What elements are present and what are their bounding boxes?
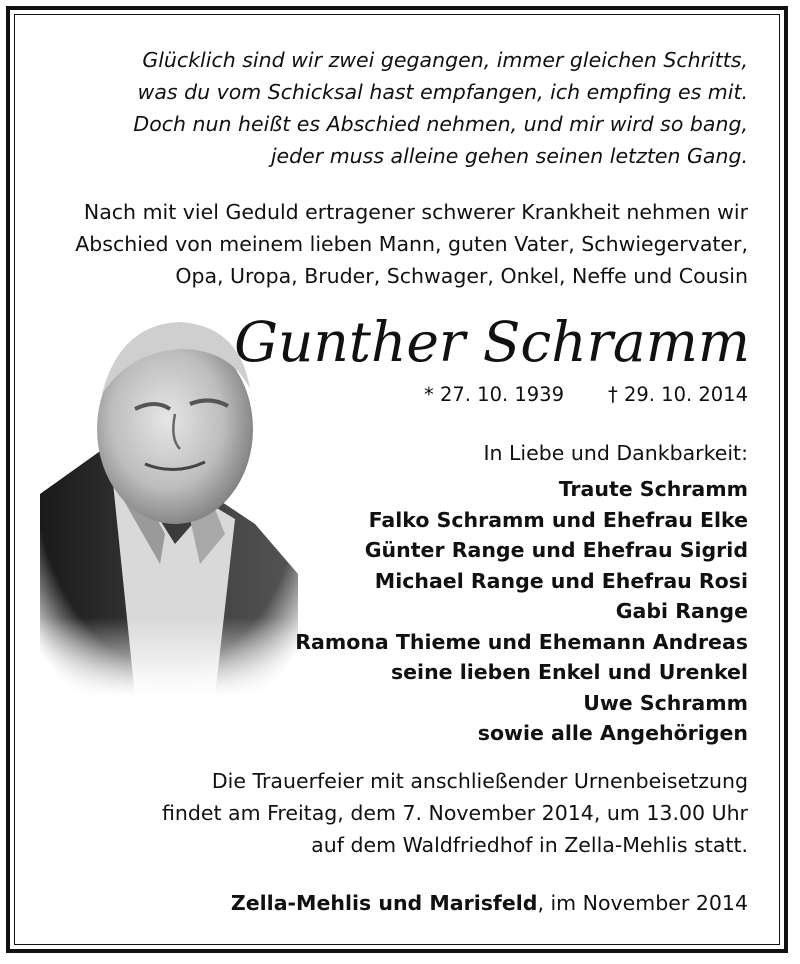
memorial-verse [58,44,748,172]
funeral-line: findet am Freitag, dem 7. November 2014, um 13.00 Uhr [161,801,748,825]
birth-date: * 27. 10. 1939 [424,383,564,406]
intro-line: Opa, Uropa, Bruder, Schwager, Onkel, Neffe und Cousin [175,264,748,288]
life-dates [424,380,748,410]
verse-line: Glücklich sind wir zwei gegangen, immer gleichen Schritts, [142,48,748,72]
mourner: Ramona Thieme und Ehemann Andreas [295,629,748,654]
mourner: seine lieben Enkel und Urenkel [390,660,748,684]
intro-line: Nach mit viel Geduld ertragener schwerer Krankheit nehmen wir [83,200,748,224]
funeral-details [108,765,748,861]
mourner: sowie alle Angehörigen [477,721,748,745]
funeral-line: Die Trauerfeier mit anschließender Urnenbeisetzung [211,769,748,793]
announcement-text [28,196,748,292]
mourner: Gabi Range [615,599,748,623]
verse-line: Doch nun heißt es Abschied nehmen, und mir wird so bang, [133,112,748,136]
mourner: Uwe Schramm [583,690,748,715]
deceased-name: Gunther Schramm [234,310,750,374]
mourner: Traute Schramm [558,477,748,501]
mourners-list [228,474,748,749]
mourner: Günter Range und Ehefrau Sigrid [364,538,748,562]
intro-line: Abschied von meinem lieben Mann, guten Vater, Schwiegervater, [75,232,748,256]
verse-line: was du vom Schicksal hast empfangen, ich empfing es mit. [137,80,748,104]
funeral-line: auf dem Waldfriedhof in Zella-Mehlis statt. [311,833,748,857]
place-names: Zella-Mehlis und Marisfeld [230,891,538,915]
verse-line: jeder muss alleine gehen seinen letzten Gang. [270,144,748,168]
thanks-heading: In Liebe und Dankbarkeit: [483,441,748,465]
mourner: Falko Schramm und Ehefrau Elke [368,507,748,532]
place-and-date [108,887,748,919]
date-text: , im November 2014 [537,891,748,915]
death-date: † 29. 10. 2014 [608,383,748,406]
mourner: Michael Range und Ehefrau Rosi [374,568,748,593]
